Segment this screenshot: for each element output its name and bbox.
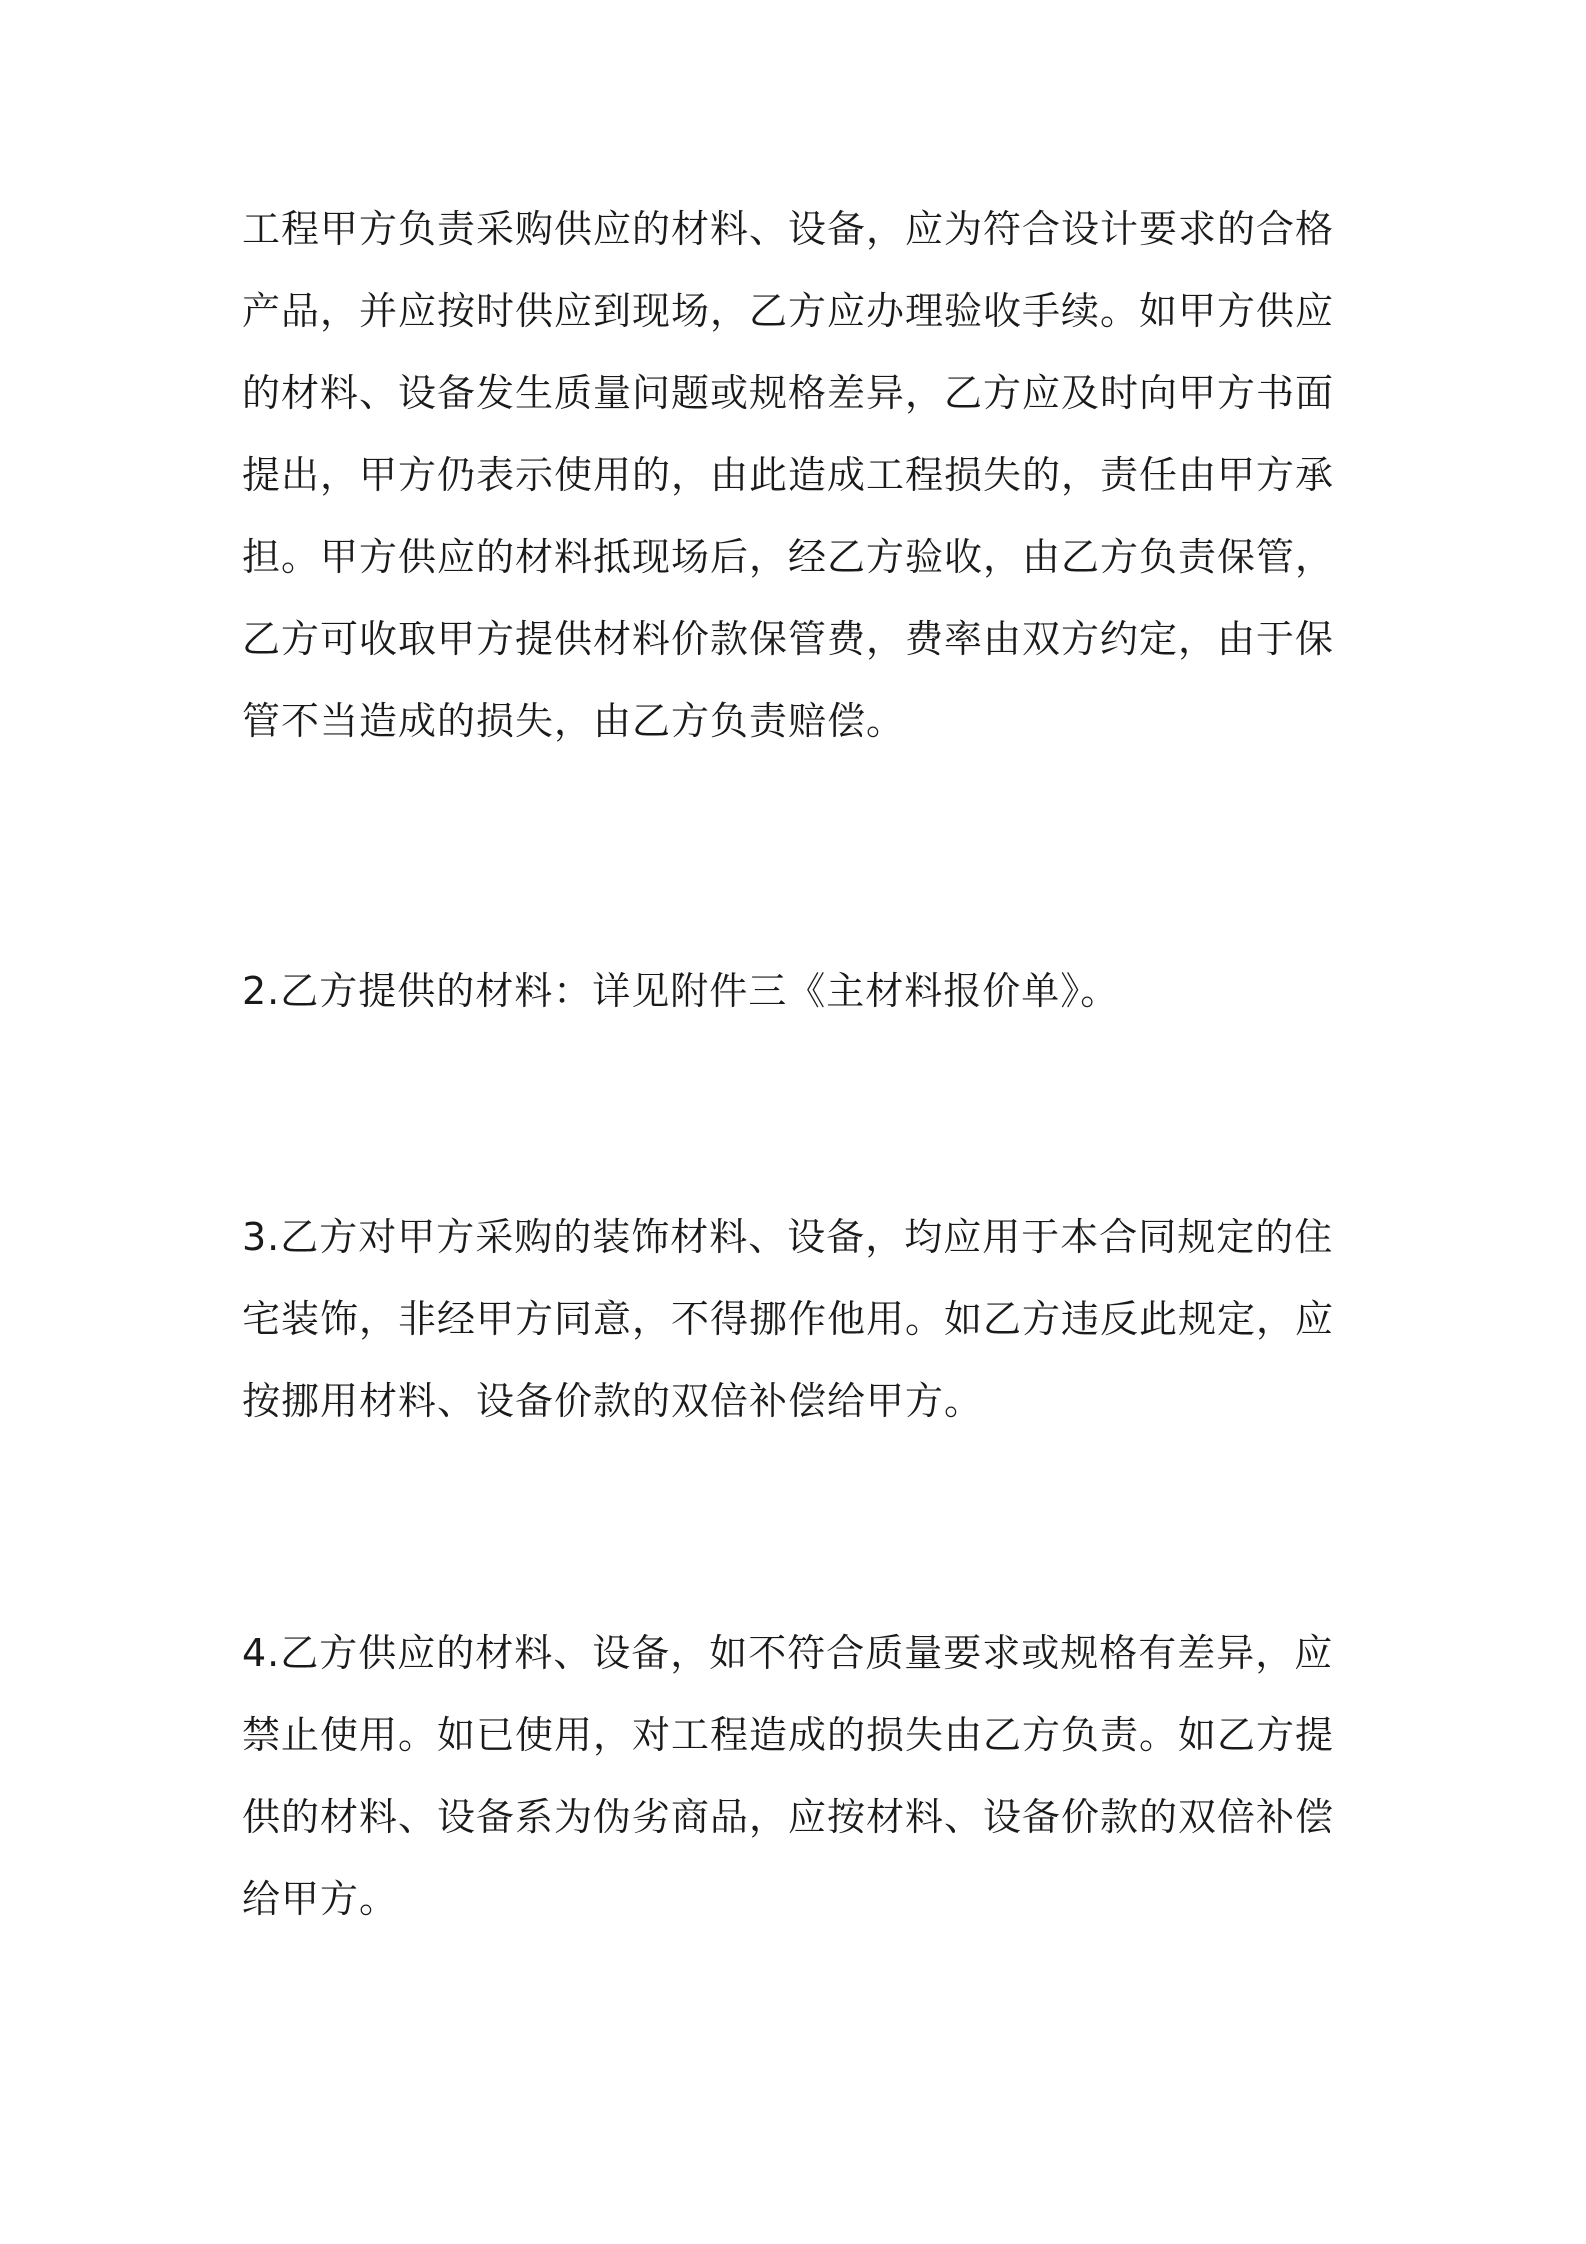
text-line: 供的材料、设备系为伪劣商品，应按材料、设备价款的双倍补偿	[242, 1795, 1335, 1839]
text-line: 3.乙方对甲方采购的装饰材料、设备，均应用于本合同规定的住	[242, 1215, 1334, 1259]
text-line: 宅装饰，非经甲方同意，不得挪作他用。如乙方违反此规定，应	[242, 1297, 1335, 1341]
text-line: 担。甲方供应的材料抵现场后，经乙方验收，由乙方负责保管，	[242, 535, 1335, 579]
paragraph-1-material-supply	[242, 188, 1362, 762]
paragraph-4-quality-compensation	[242, 1612, 1362, 1940]
text-line: 4.乙方供应的材料、设备，如不符合质量要求或规格有差异，应	[242, 1631, 1334, 1675]
text-line: 产品，并应按时供应到现场，乙方应办理验收手续。如甲方供应	[242, 289, 1335, 333]
text-line: 管不当造成的损失，由乙方负责赔偿。	[242, 699, 906, 743]
text-line: 的材料、设备发生质量问题或规格差异，乙方应及时向甲方书面	[242, 371, 1335, 415]
text-line: 提出，甲方仍表示使用的，由此造成工程损失的，责任由甲方承	[242, 453, 1335, 497]
text-line: 2.乙方提供的材料：详见附件三《主材料报价单》。	[242, 969, 1120, 1013]
paragraph-2-party-b-materials	[242, 950, 1362, 1032]
text-line: 禁止使用。如已使用，对工程造成的损失由乙方负责。如乙方提	[242, 1713, 1335, 1757]
text-line: 按挪用材料、设备价款的双倍补偿给甲方。	[242, 1379, 984, 1423]
text-line: 乙方可收取甲方提供材料价款保管费，费率由双方约定，由于保	[242, 617, 1335, 661]
paragraph-3-material-usage	[242, 1196, 1362, 1442]
text-line: 工程甲方负责采购供应的材料、设备，应为符合设计要求的合格	[242, 207, 1335, 251]
text-line: 给甲方。	[242, 1877, 399, 1921]
